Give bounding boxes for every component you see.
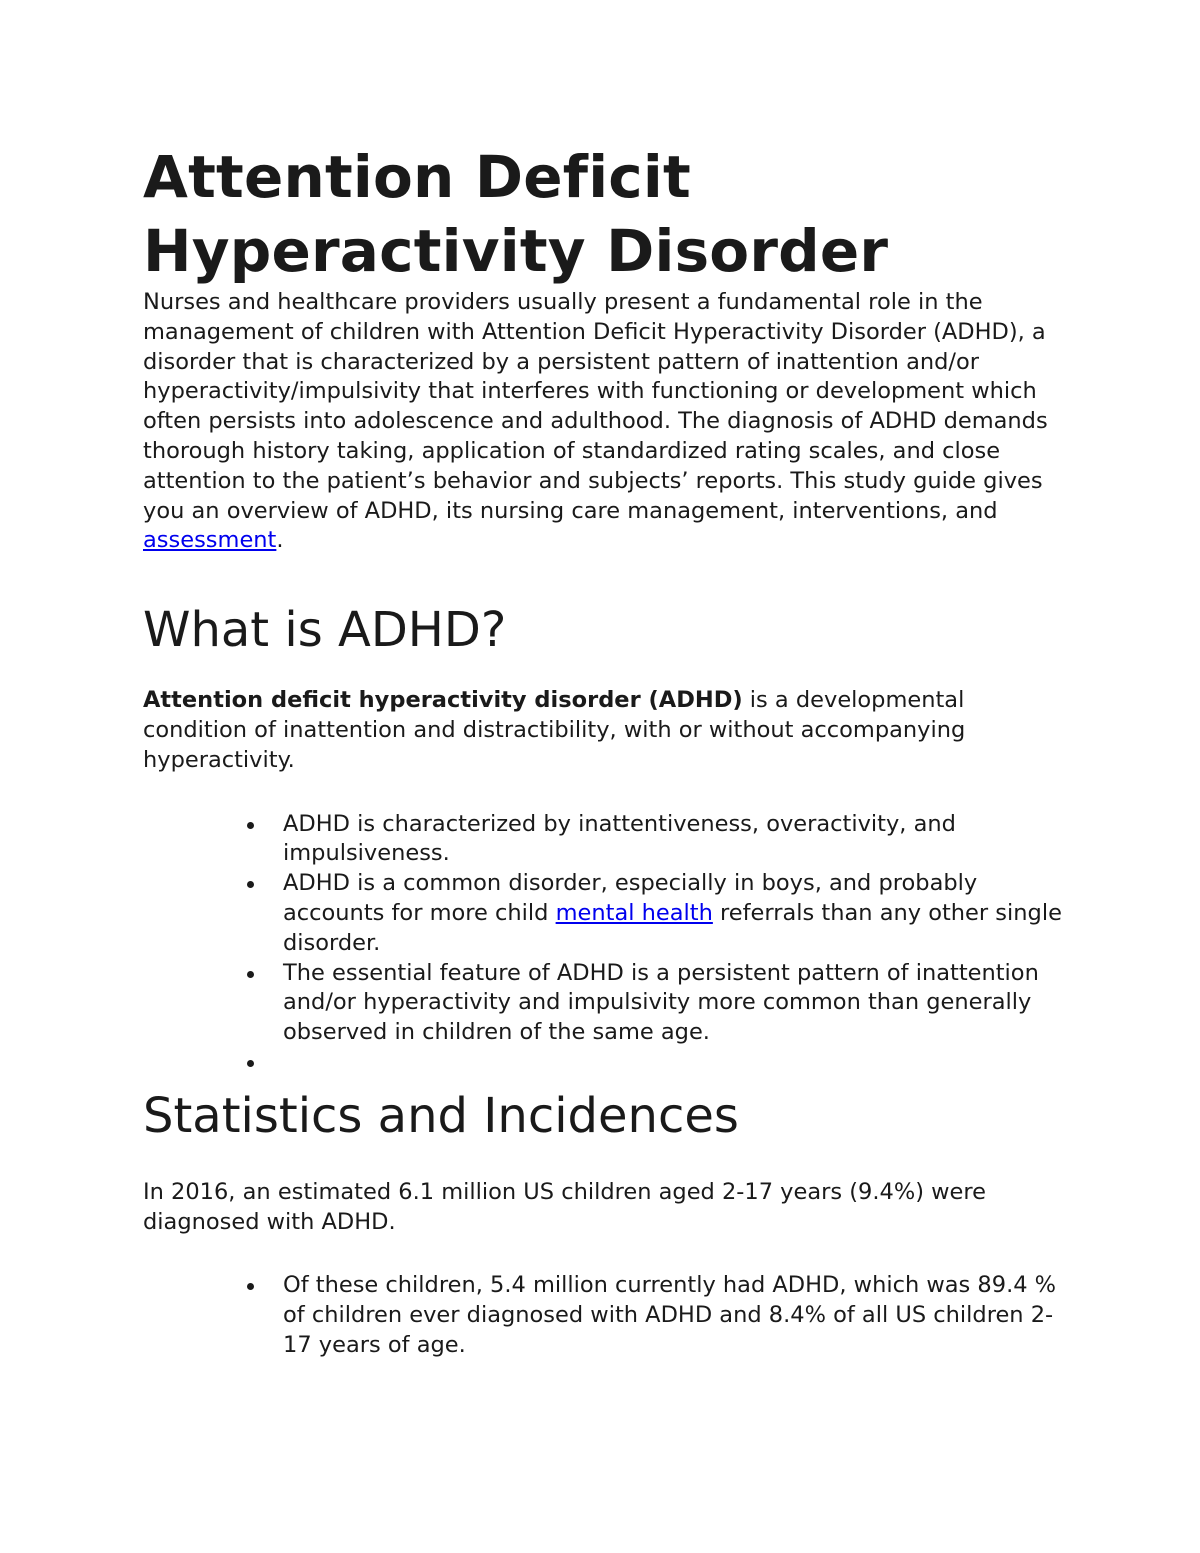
definition-text: is a developmental condition of inattention and distractibility, with or without accompanying hyperactivity. [143,687,966,773]
list-item [143,869,1073,958]
list-item-text: ADHD is characterized by inattentiveness, overactivity, and impulsiveness. [283,810,956,867]
statistics-bullet-list [143,1271,1073,1360]
list-item-text: ADHD is a common disorder, especially in boys, and probably accounts for more child [283,870,978,926]
document-page [143,140,1073,1361]
bullet-icon [247,1283,254,1290]
list-item [143,810,1073,870]
definition-paragraph [143,686,1073,775]
statistics-paragraph: In 2016, an estimated 6.1 million US children aged 2-17 years (9.4%) were diagnosed with ADHD. [143,1178,986,1235]
list-item [143,1271,1073,1360]
intro-paragraph [143,288,1073,556]
statistics-heading: Statistics and Incidences [143,1087,739,1144]
list-item-text: The essential feature of ADHD is a persistent pattern of inattention and/or hyperactivity and impulsivity more common than generally observed in children of the same age. [283,959,1039,1046]
bullet-icon [247,1060,254,1067]
bullet-icon [247,971,254,978]
bullet-icon [247,881,254,888]
list-item-text-end: referrals than any other single disorder. [283,899,1062,956]
what-is-adhd-heading: What is ADHD? [143,602,507,659]
list-item-empty [143,1048,1073,1078]
intro-text: Nurses and healthcare providers usually present a fundamental role in the management of children with Attention Deficit Hyperactivity Disorder (ADHD), a disorder that is characterized by a persistent pattern of inattention and/or hyperactivity/impulsivity that interferes with functioning or development which often persists into adolescence and adulthood. The diagnosis of ADHD demands thorough history taking, application of standardized rating scales, and close attention to the patient’s behavior and subjects’ reports. This study guide gives you an overview of ADHD, its nursing care management, interventions, and [143,289,1048,524]
mental-health-link[interactable]: mental health [555,899,713,926]
bullet-icon [247,822,254,829]
list-item-text: Of these children, 5.4 million currently had ADHD, which was 89.4 % of children ever diagnosed with ADHD and 8.4% of all US children 2-17 years of age. [283,1272,1057,1358]
assessment-link[interactable]: assessment [143,527,277,554]
adhd-bullet-list [143,810,1073,1078]
list-item [143,959,1073,1048]
intro-text-end: . [276,527,284,554]
definition-term: Attention deficit hyperactivity disorder (ADHD) [143,687,743,714]
document-title: Attention Deficit Hyperactivity Disorder [143,143,889,285]
